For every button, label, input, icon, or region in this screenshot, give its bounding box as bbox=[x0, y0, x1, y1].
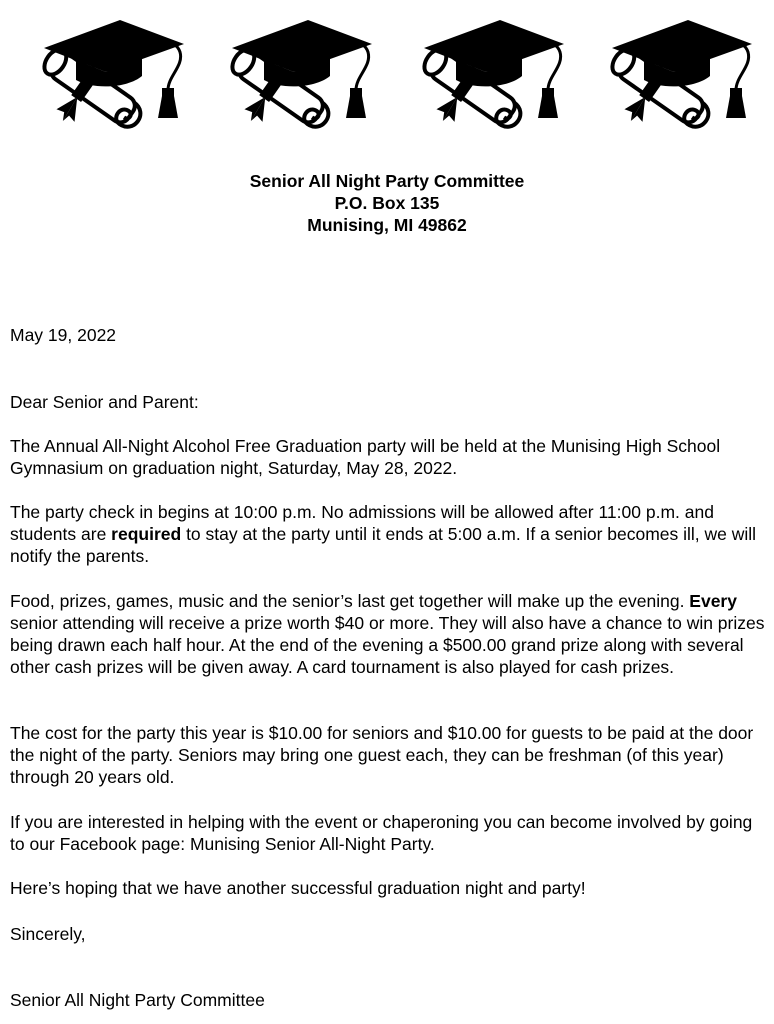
paragraph-text: senior attending will receive a prize worth $40 or more. They will also have a chance to win prizes being drawn each half hour. At the end of the evening a $500.00 grand prize along with several other cash prizes will be given away. A card tournament is also played for cash prizes. bbox=[10, 613, 765, 677]
paragraph-text: to stay at the party until it ends at 5:00 a.m. If a senior becomes ill, we will notify the parents. bbox=[10, 524, 757, 566]
paragraph-volunteer: If you are interested in helping with the event or chaperoning you can become involved by going to our Facebook page: Munising Senior All-Night Party. bbox=[10, 812, 753, 854]
graduation-cap-icon bbox=[24, 14, 192, 146]
closing: Sincerely, bbox=[10, 924, 86, 944]
paragraph-prizes bbox=[10, 590, 770, 678]
graduation-cap-icon bbox=[404, 14, 572, 146]
paragraph-closing-wish: Here’s hoping that we have another successful graduation night and party! bbox=[10, 878, 586, 898]
signature: Senior All Night Party Committee bbox=[10, 990, 265, 1010]
paragraph-event: The Annual All-Night Alcohol Free Graduation party will be held at the Munising High School Gymnasium on graduation night, Saturday, May 28, 2022. bbox=[10, 436, 721, 478]
letterhead-organization: Senior All Night Party Committee bbox=[249, 171, 525, 191]
graduation-cap-icon bbox=[592, 14, 760, 146]
letterhead bbox=[0, 170, 774, 236]
paragraph-cost: The cost for the party this year is $10.00 for seniors and $10.00 for guests to be paid at the door the night of the party. Seniors may bring one guest each, they can be freshman (of this year) through 20 years old. bbox=[10, 723, 754, 787]
emphasis-every: Every bbox=[689, 591, 737, 611]
letterhead-po-box: P.O. Box 135 bbox=[334, 193, 440, 213]
graduation-cap-icon bbox=[212, 14, 380, 146]
letterhead-city: Munising, MI 49862 bbox=[307, 215, 467, 235]
letter-date: May 19, 2022 bbox=[10, 325, 117, 345]
paragraph-text: Food, prizes, games, music and the senior’s last get together will make up the evening. bbox=[10, 591, 690, 611]
salutation: Dear Senior and Parent: bbox=[10, 392, 199, 412]
paragraph-check-in bbox=[10, 501, 770, 567]
paragraph-text: The party check in begins at 10:00 p.m. No admissions will be allowed after 11:00 p.m. and students are bbox=[10, 502, 714, 544]
emphasis-required: required bbox=[111, 524, 182, 544]
